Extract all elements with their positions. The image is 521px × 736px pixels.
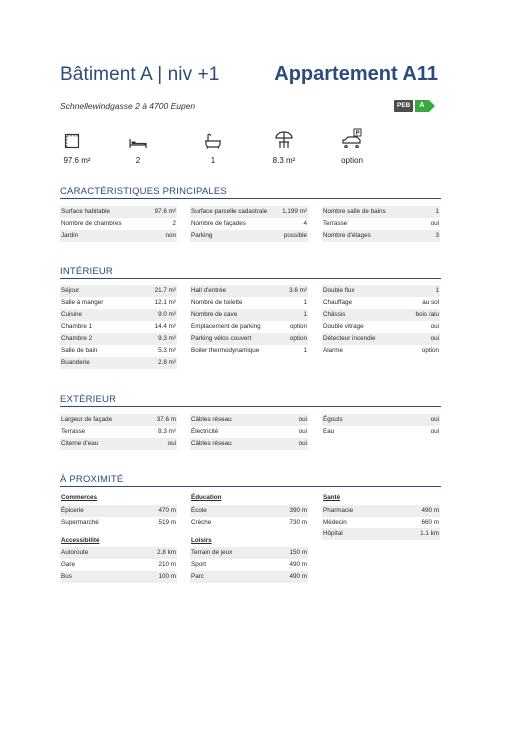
section-title-main: CARACTÉRISTIQUES PRINCIPALES <box>60 186 227 197</box>
peb-grade: A <box>415 100 429 112</box>
section-divider <box>60 406 441 407</box>
proximity-heading-sante: Santé <box>323 494 341 501</box>
table-row: Parking possible <box>190 230 308 242</box>
table-row: Nombre de cave 1 <box>190 309 308 321</box>
proximity-heading-commerces: Commerces <box>61 494 98 501</box>
parking-car-icon <box>341 128 361 146</box>
table-row: Autoroute 2.8 km <box>60 547 177 559</box>
table-row: Terrasse 8.3 m² <box>61 428 176 435</box>
highlight-value-bathrooms: 1 <box>210 156 216 165</box>
table-row: Câbles réseau oui <box>190 438 308 450</box>
table-row: Nombre de toilette 1 <box>191 299 307 306</box>
table-row: Gare 210 m <box>61 561 176 568</box>
table-row: Supermarché 519 m <box>61 519 176 526</box>
table-row: Terrasse oui <box>323 220 439 227</box>
table-row: Bus 100 m <box>60 571 177 583</box>
table-row: Cuisine 9.0 m² <box>60 309 177 321</box>
table-row: Électricité oui <box>191 428 307 435</box>
table-row: Surface habitable 97.6 m² <box>60 206 177 218</box>
table-row: Chambre 1 14.4 m² <box>61 323 176 330</box>
table-row: Sport 490 m <box>191 561 307 568</box>
apartment-title: Appartement A11 <box>274 63 438 85</box>
building-level-title: Bâtiment A | niv +1 <box>60 64 220 85</box>
table-row: Salle à manger 12.1 m² <box>61 299 176 306</box>
highlight-value-terrace: 8.3 m² <box>272 156 296 165</box>
table-row: Séjour 21.7 m² <box>60 285 177 297</box>
table-row: Terrain de jeux 150 m <box>190 547 308 559</box>
address: Schnellewindgasse 2 à 4700 Eupen <box>60 101 196 111</box>
table-row: Nombre salle de bains 1 <box>322 206 440 218</box>
section-divider <box>60 278 441 279</box>
table-row: Citerne d'eau oui <box>60 438 177 450</box>
table-row: Boiler thermodynamique 1 <box>191 347 307 354</box>
highlight-value-parking: option <box>341 156 363 165</box>
table-row: Châssis bois /alu <box>322 309 440 321</box>
table-row: Nombre de façades 4 <box>191 220 307 227</box>
peb-label: PEB <box>394 100 413 112</box>
table-row: École 390 m <box>190 505 308 517</box>
table-row: Hôpital 1.1 km <box>322 528 440 540</box>
highlight-value-area: 97.6 m² <box>63 156 91 165</box>
table-row: Eau oui <box>323 428 439 435</box>
table-row: Détecteur incendie oui <box>322 333 440 345</box>
table-row: Chauffage au sol <box>323 299 439 306</box>
table-row: Parking vélos couvert option <box>190 333 308 345</box>
table-row: Surface parcelle cadastrale 1,199 m² <box>190 206 308 218</box>
table-row: Nombre d'étages 3 <box>322 230 440 242</box>
table-row: Salle de bain 5.3 m² <box>61 347 176 354</box>
terrace-umbrella-icon <box>274 130 294 148</box>
highlight-value-bedrooms: 2 <box>135 156 141 165</box>
table-row: Pharmacie 490 m <box>322 505 440 517</box>
proximity-heading-loisirs: Loisirs <box>191 537 212 544</box>
table-row: Double flux 1 <box>322 285 440 297</box>
section-title-proximity: À PROXIMITÉ <box>60 474 124 485</box>
proximity-heading-education: Éducation <box>191 494 222 501</box>
section-title-exterior: EXTÉRIEUR <box>60 394 117 405</box>
table-row: Médecin 660 m <box>323 519 439 526</box>
bed-icon <box>129 137 149 155</box>
table-row: Chambre 2 9.3 m² <box>60 333 177 345</box>
peb-badge <box>394 100 429 112</box>
table-row: Alarme option <box>323 347 439 354</box>
section-title-interior: INTÉRIEUR <box>60 266 113 277</box>
table-row: Buanderie 2.8 m² <box>60 357 177 369</box>
table-row: Câbles réseau oui <box>190 414 308 426</box>
bathtub-icon <box>204 133 224 151</box>
table-row: Hall d'entrée 3.6 m² <box>190 285 308 297</box>
table-row: Largeur de façade 37.6 m <box>60 414 177 426</box>
table-row: Emplacement de parking option <box>191 323 307 330</box>
table-row: Parc 490 m <box>190 571 308 583</box>
proximity-heading-accessibilite: Accessibilité <box>61 537 100 544</box>
section-divider <box>60 198 441 199</box>
area-icon <box>64 133 84 151</box>
table-row: Jardin non <box>60 230 177 242</box>
table-row: Crèche 730 m <box>191 519 307 526</box>
table-row: Nombre de chambres 2 <box>61 220 176 227</box>
table-row: Double vitrage oui <box>323 323 439 330</box>
table-row: Épicerie 470 m <box>60 505 177 517</box>
section-divider <box>60 486 441 487</box>
table-row: Égouts oui <box>322 414 440 426</box>
